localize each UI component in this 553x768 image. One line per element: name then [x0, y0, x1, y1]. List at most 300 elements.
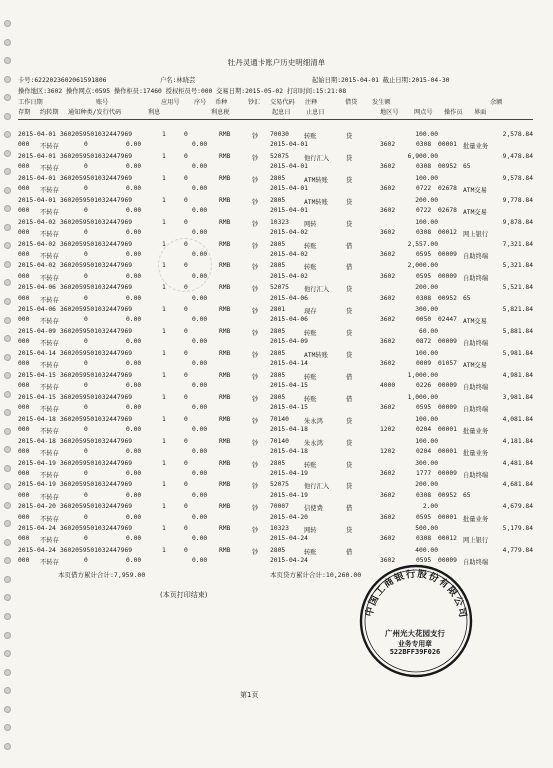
- cell-branch-no: 0308: [416, 491, 432, 499]
- binder-hole: [4, 594, 11, 601]
- cell-tx-code: 2805: [270, 174, 286, 182]
- cell-balance: 5,521.84: [502, 284, 533, 292]
- cell-seq-no: 0: [184, 196, 188, 204]
- cell-value-date: 2015-04-09: [270, 338, 308, 346]
- cell-value-date: 2015-04-19: [270, 469, 308, 477]
- table-row: [18, 360, 533, 370]
- table-row: [18, 273, 533, 283]
- binder-hole: [4, 706, 11, 713]
- meta-line-1: [18, 75, 450, 84]
- cell-branch-no: 0872: [416, 338, 432, 346]
- cell-notice-code: 0: [84, 163, 88, 171]
- cell-app-no: 1: [162, 196, 166, 204]
- cell-currency: RMB: [219, 393, 231, 401]
- cell-operator-no: 02678: [438, 206, 457, 214]
- cell-currency: RMB: [219, 459, 231, 467]
- cell-tx-code: 70030: [270, 131, 289, 138]
- table-row: [18, 438, 533, 448]
- cell-notice-code: 0: [84, 513, 88, 521]
- cell-region-no: 1202: [380, 425, 396, 433]
- credit-total-value: 10,260.00: [325, 571, 362, 579]
- cell-interface: 65: [463, 163, 471, 171]
- cell-balance: 4,181.84: [502, 437, 533, 445]
- cell-notice-code: 0: [84, 360, 88, 368]
- cell-balance: 4,679.84: [502, 503, 533, 511]
- cell-currency: RMB: [219, 350, 231, 357]
- cell-renew: 不转存: [40, 143, 59, 151]
- cell-interest-tax: 0.00: [192, 382, 208, 390]
- cell-term: 000: [18, 535, 30, 543]
- hdr-seq: 序号: [194, 99, 207, 106]
- cell-renew: 不转存: [40, 427, 59, 435]
- cell-branch-no: 0226: [416, 382, 432, 390]
- cell-note: 转账: [304, 395, 317, 403]
- table-row: [18, 284, 533, 294]
- cell-account-no: 3602059501032447969: [60, 437, 133, 445]
- cell-notice-code: 0: [84, 316, 88, 324]
- cell-balance: 9,778.84: [502, 196, 533, 204]
- cell-cash-flag: 钞: [252, 505, 259, 513]
- binder-hole: [4, 335, 11, 342]
- cell-branch-no: 0050: [416, 316, 432, 324]
- cell-notice-code: 0: [84, 185, 88, 192]
- cell-interface: ATM交易: [463, 318, 487, 326]
- cell-work-date: 2015-04-01: [18, 174, 56, 182]
- branch-label: 操作网点:: [65, 88, 95, 95]
- cell-cash-flag: 钞: [252, 154, 259, 162]
- binder-hole: [4, 465, 11, 472]
- cell-tx-code: 2805: [270, 196, 286, 204]
- hdr-branch: 网点号: [414, 109, 433, 116]
- cell-interface: 自助终端: [463, 406, 489, 413]
- cell-amount: 100.00: [415, 174, 438, 182]
- cell-value-date: 2015-04-02: [270, 228, 308, 236]
- cell-tx-code: 2801: [270, 306, 286, 314]
- cell-note: 转账: [304, 264, 317, 272]
- cell-dc-flag: 贷: [346, 439, 353, 447]
- table-row: [18, 316, 533, 326]
- cell-dc-flag: 借: [346, 505, 353, 513]
- table-row: [18, 416, 533, 426]
- cell-interest: 0.00: [126, 447, 142, 455]
- cell-value-date: 2015-04-06: [270, 316, 308, 324]
- cell-value-date: 2015-04-18: [270, 425, 308, 433]
- hdr-work-date: 工作日期: [18, 99, 43, 106]
- cell-interface: 网上银行: [463, 537, 489, 545]
- start-label: 起始日期:: [312, 77, 341, 84]
- cell-branch-no: 0595: [416, 250, 432, 258]
- table-row: [18, 382, 533, 392]
- cell-region-no: 3602: [380, 557, 396, 565]
- cell-currency: RMB: [219, 306, 231, 314]
- cell-operator-no: 00001: [438, 425, 457, 433]
- cell-seq-no: 0: [184, 328, 188, 336]
- cell-account-no: 3602059501032447969: [60, 152, 133, 160]
- cell-interface: ATM交易: [463, 362, 487, 370]
- cell-app-no: 1: [162, 262, 166, 270]
- cell-seq-no: 0: [184, 481, 188, 489]
- cell-interest: 0.00: [126, 404, 142, 411]
- cell-currency: RMB: [219, 131, 231, 138]
- date-range: [312, 75, 450, 84]
- hdr-notice-type: 通知种类/发行代码: [68, 109, 122, 116]
- cell-branch-no: 0308: [416, 228, 432, 236]
- faint-stamp-impression: [158, 238, 212, 292]
- binder-hole: [4, 724, 11, 731]
- cell-account-no: 3602059501032447969: [60, 481, 133, 489]
- cell-tx-code: 52075: [270, 152, 289, 160]
- cell-branch-no: 0204: [416, 425, 432, 433]
- cell-renew: 不转存: [40, 493, 59, 501]
- table-row: [18, 229, 533, 239]
- cell-app-no: 1: [162, 437, 166, 445]
- cell-interface: 自助终端: [463, 252, 489, 260]
- cell-region-no: 3602: [380, 316, 396, 324]
- cell-notice-code: 0: [84, 382, 88, 390]
- cell-currency: RMB: [219, 152, 231, 160]
- hdr-interest-tax: 利息税: [211, 109, 230, 116]
- cell-cash-flag: 钞: [252, 198, 259, 206]
- teller-value: 17460: [142, 88, 162, 95]
- cell-note: 转账: [304, 330, 317, 338]
- cell-currency: RMB: [219, 503, 231, 511]
- cell-renew: 不转存: [40, 318, 59, 326]
- cell-seq-no: 0: [184, 174, 188, 182]
- cell-note: 转账: [304, 242, 317, 250]
- hdr-interest: 利息: [148, 109, 161, 116]
- cell-term: 000: [18, 382, 30, 390]
- cell-operator-no: 00001: [438, 447, 457, 455]
- cell-app-no: 1: [162, 306, 166, 314]
- cell-interest-tax: 0.00: [192, 228, 208, 236]
- cell-interest-tax: 0.00: [192, 316, 208, 324]
- cell-notice-code: 0: [84, 557, 88, 565]
- cell-region-no: 1202: [380, 447, 396, 455]
- table-row: [18, 404, 533, 414]
- cell-value-date: 2015-04-02: [270, 272, 308, 280]
- cell-account-no: 3602059501032447969: [60, 393, 133, 401]
- hdr-balance: 余额: [490, 99, 503, 106]
- cell-seq-no: 0: [184, 415, 188, 423]
- cell-account-no: 3602059501032447969: [60, 350, 133, 357]
- cell-value-date: 2015-04-01: [270, 185, 308, 192]
- cell-interest: 0.00: [126, 272, 142, 280]
- cell-account-no: 3602059501032447969: [60, 415, 133, 423]
- cell-currency: RMB: [219, 328, 231, 336]
- cell-dc-flag: 贷: [346, 220, 353, 228]
- cell-interest: 0.00: [126, 294, 142, 302]
- cell-interface: 自助终端: [463, 274, 489, 282]
- table-row: [18, 153, 533, 163]
- cell-operator-no: 00009: [438, 382, 457, 390]
- table-row: [18, 219, 533, 229]
- cell-work-date: 2015-04-24: [18, 547, 56, 555]
- cell-operator-no: 00009: [438, 404, 457, 411]
- cell-balance: 4,779.84: [502, 547, 533, 555]
- region-label: 操作地区:: [18, 88, 47, 95]
- cell-dc-flag: 贷: [346, 286, 353, 294]
- card-label: 卡号:: [18, 77, 35, 84]
- cell-cash-flag: 钞: [252, 439, 259, 447]
- cell-currency: RMB: [219, 525, 231, 533]
- cell-cash-flag: 钞: [252, 264, 259, 272]
- cell-interface: 批量业务: [463, 515, 489, 523]
- hdr-renew: 约转期: [40, 109, 59, 116]
- cell-amount: 200.00: [415, 196, 438, 204]
- cell-operator-no: 00952: [438, 294, 457, 302]
- cell-term: 000: [18, 185, 30, 192]
- cell-term: 000: [18, 250, 30, 258]
- cell-dc-flag: 贷: [346, 176, 353, 184]
- cell-term: 000: [18, 228, 30, 236]
- cell-term: 000: [18, 447, 30, 455]
- cell-interest: 0.00: [126, 250, 142, 258]
- table-row: [18, 492, 533, 502]
- table-row: [18, 503, 533, 513]
- cell-balance: 9,578.84: [502, 174, 533, 182]
- cell-balance: 5,821.84: [502, 306, 533, 314]
- cell-branch-no: 0009: [416, 360, 432, 368]
- cell-renew: 不转存: [40, 252, 59, 260]
- cell-note: 他行汇入: [304, 483, 330, 491]
- cell-seq-no: 0: [184, 131, 188, 138]
- cell-interest: 0.00: [126, 513, 142, 521]
- cell-currency: RMB: [219, 547, 231, 555]
- cell-term: 000: [18, 557, 30, 565]
- header-divider: [18, 119, 533, 120]
- table-row: [18, 426, 533, 436]
- table-row: [18, 525, 533, 535]
- table-row: [18, 338, 533, 348]
- cell-work-date: 2015-04-09: [18, 328, 56, 336]
- cell-tx-code: 70007: [270, 503, 289, 511]
- hdr-currency: 币种: [215, 99, 228, 106]
- cell-branch-no: 0308: [416, 141, 432, 149]
- cell-work-date: 2015-04-14: [18, 350, 56, 357]
- table-row: [18, 197, 533, 207]
- cell-term: 000: [18, 163, 30, 171]
- cell-interface: 网上银行: [463, 230, 489, 238]
- cell-branch-no: 0722: [416, 185, 432, 192]
- cell-currency: RMB: [219, 196, 231, 204]
- cell-account-no: 3602059501032447969: [60, 196, 133, 204]
- cell-notice-code: 0: [84, 469, 88, 477]
- cell-interface: 批量业务: [463, 427, 489, 435]
- cell-work-date: 2015-04-02: [18, 218, 56, 226]
- cell-note: 网转: [304, 527, 317, 535]
- cell-amount: 300.00: [415, 306, 438, 314]
- cell-operator-no: 00012: [438, 228, 457, 236]
- cell-branch-no: 0204: [416, 447, 432, 455]
- cell-note: 信使费: [304, 505, 323, 513]
- cell-note: 网转: [304, 220, 317, 228]
- cell-balance: 7,321.84: [502, 240, 533, 248]
- cell-cash-flag: 钞: [252, 549, 259, 557]
- cell-work-date: 2015-04-20: [18, 503, 56, 511]
- cell-currency: RMB: [219, 240, 231, 248]
- cell-dc-flag: 贷: [346, 352, 353, 359]
- cell-interface: 65: [463, 294, 471, 302]
- cell-cash-flag: 钞: [252, 395, 259, 403]
- table-row: [18, 163, 533, 173]
- cell-dc-flag: 贷: [346, 133, 353, 140]
- cell-notice-code: 0: [84, 206, 88, 214]
- cell-interest-tax: 0.00: [192, 360, 208, 368]
- cell-amount: 200.00: [415, 481, 438, 489]
- teller-label: 操作柜员:: [113, 88, 143, 95]
- cell-renew: 不转存: [40, 384, 59, 392]
- cell-cash-flag: 钞: [252, 242, 259, 250]
- cell-amount: 1,000.00: [407, 371, 438, 379]
- cell-dc-flag: 借: [346, 264, 353, 272]
- cell-cash-flag: 钞: [252, 220, 259, 228]
- cell-amount: 300.00: [415, 459, 438, 467]
- binder-hole: [4, 113, 11, 120]
- debit-total-label: 本页借方累计合计:: [58, 571, 114, 579]
- hdr-account: 账号: [96, 99, 109, 106]
- txdate-value: 2015-05-02: [245, 88, 284, 95]
- print-label: 打印时间:: [286, 88, 316, 95]
- cell-dc-flag: 贷: [346, 308, 353, 316]
- cell-renew: 不转存: [40, 187, 59, 194]
- cell-note: 朱永鸿: [304, 417, 323, 425]
- cell-note: 现存: [304, 308, 317, 316]
- region-value: 3602: [46, 88, 63, 95]
- cell-amount: 2,000.00: [407, 262, 438, 270]
- cell-work-date: 2015-04-02: [18, 240, 56, 248]
- cell-app-no: 1: [162, 350, 166, 357]
- table-row: [18, 448, 533, 458]
- cell-dc-flag: 借: [346, 549, 353, 557]
- cell-tx-code: 2805: [270, 240, 286, 248]
- cell-branch-no: 0595: [416, 557, 432, 565]
- cell-interest: 0.00: [126, 382, 142, 390]
- cell-branch-no: 0722: [416, 206, 432, 214]
- cell-note: 转账: [304, 133, 317, 140]
- table-row: [18, 460, 533, 470]
- binder-hole: [4, 632, 11, 639]
- cell-region-no: 3602: [380, 404, 396, 411]
- cell-value-date: 2015-04-15: [270, 382, 308, 390]
- cell-amount: 2,557.00: [407, 240, 438, 248]
- cell-note: ATM转账: [304, 198, 328, 206]
- cell-interest-tax: 0.00: [192, 535, 208, 543]
- cell-term: 000: [18, 425, 30, 433]
- cell-dc-flag: 贷: [346, 198, 353, 206]
- table-row: [18, 394, 533, 404]
- cell-work-date: 2015-04-18: [18, 437, 56, 445]
- seal-code: 522BFF39F026: [389, 648, 441, 656]
- binder-hole: [4, 39, 11, 46]
- cell-region-no: 3602: [380, 338, 396, 346]
- cell-branch-no: 0308: [416, 294, 432, 302]
- hdr-operator: 操作员: [444, 109, 463, 116]
- cell-operator-no: 00009: [438, 338, 457, 346]
- debit-total: [58, 570, 145, 579]
- cell-work-date: 2015-04-02: [18, 262, 56, 270]
- cell-dc-flag: 贷: [346, 330, 353, 338]
- cell-interest-tax: 0.00: [192, 338, 208, 346]
- cell-account-no: 3602059501032447969: [60, 131, 133, 138]
- page-title: 牡丹灵通卡账户历史明细清单: [227, 58, 326, 67]
- cell-dc-flag: 贷: [346, 527, 353, 535]
- cell-work-date: 2015-04-24: [18, 525, 56, 533]
- cell-note: 转账: [304, 373, 317, 381]
- cell-region-no: 3602: [380, 206, 396, 214]
- cell-operator-no: 02678: [438, 185, 457, 192]
- print-end-note: (本页打印结束): [160, 591, 208, 599]
- binder-hole: [4, 131, 11, 138]
- cell-app-no: 1: [162, 459, 166, 467]
- cell-interest: 0.00: [126, 141, 142, 149]
- cell-amount: 100.00: [415, 437, 438, 445]
- cell-tx-code: 2805: [270, 262, 286, 270]
- cell-seq-no: 0: [184, 503, 188, 511]
- table-row: [18, 241, 533, 251]
- cell-interest-tax: 0.00: [192, 272, 208, 280]
- cell-seq-no: 0: [184, 284, 188, 292]
- binder-hole: [4, 168, 11, 175]
- cell-cash-flag: 钞: [252, 133, 259, 140]
- cell-value-date: 2015-04-14: [270, 360, 308, 368]
- cell-operator-no: 00001: [438, 513, 457, 521]
- cell-notice-code: 0: [84, 535, 88, 543]
- cell-balance: 4,681.84: [502, 481, 533, 489]
- cell-dc-flag: 借: [346, 395, 353, 403]
- cell-cash-flag: 钞: [252, 330, 259, 338]
- credit-total: [270, 570, 361, 579]
- cell-cash-flag: 钞: [252, 308, 259, 316]
- cell-operator-no: 00952: [438, 491, 457, 499]
- credit-total-label: 本页贷方累计合计:: [270, 571, 326, 579]
- cell-term: 000: [18, 513, 30, 521]
- cell-interface: 批量业务: [463, 143, 489, 151]
- cell-tx-code: 10323: [270, 218, 289, 226]
- cell-app-no: 1: [162, 152, 166, 160]
- binder-hole: [4, 428, 11, 435]
- cell-work-date: 2015-04-01: [18, 152, 56, 160]
- cell-work-date: 2015-04-01: [18, 131, 56, 138]
- cell-region-no: 3602: [380, 535, 396, 543]
- cell-balance: 9,478.84: [502, 152, 533, 160]
- table-row: [18, 470, 533, 480]
- holder-group: [160, 75, 195, 84]
- cell-dc-flag: 借: [346, 373, 353, 381]
- cell-interest-tax: 0.00: [192, 491, 208, 499]
- cell-branch-no: 0595: [416, 404, 432, 411]
- binder-hole: [4, 150, 11, 157]
- cell-branch-no: 0595: [416, 513, 432, 521]
- cell-seq-no: 0: [184, 240, 188, 248]
- cell-notice-code: 0: [84, 272, 88, 280]
- cell-cash-flag: 钞: [252, 483, 259, 491]
- cell-interest-tax: 0.00: [192, 250, 208, 258]
- cell-renew: 不转存: [40, 471, 59, 479]
- cell-interface: ATM交易: [463, 187, 487, 194]
- cell-interest-tax: 0.00: [192, 469, 208, 477]
- cell-interest: 0.00: [126, 535, 142, 543]
- cell-value-date: 2015-04-19: [270, 491, 308, 499]
- cell-seq-no: 0: [184, 152, 188, 160]
- cell-operator-no: 01057: [438, 360, 457, 368]
- cell-renew: 不转存: [40, 340, 59, 348]
- binder-hole: [4, 372, 11, 379]
- binder-hole: [4, 391, 11, 398]
- end-label: 截止日期:: [382, 77, 412, 84]
- cell-term: 000: [18, 360, 30, 368]
- cell-interface: 自助终端: [463, 384, 489, 392]
- cell-interest: 0.00: [126, 228, 142, 236]
